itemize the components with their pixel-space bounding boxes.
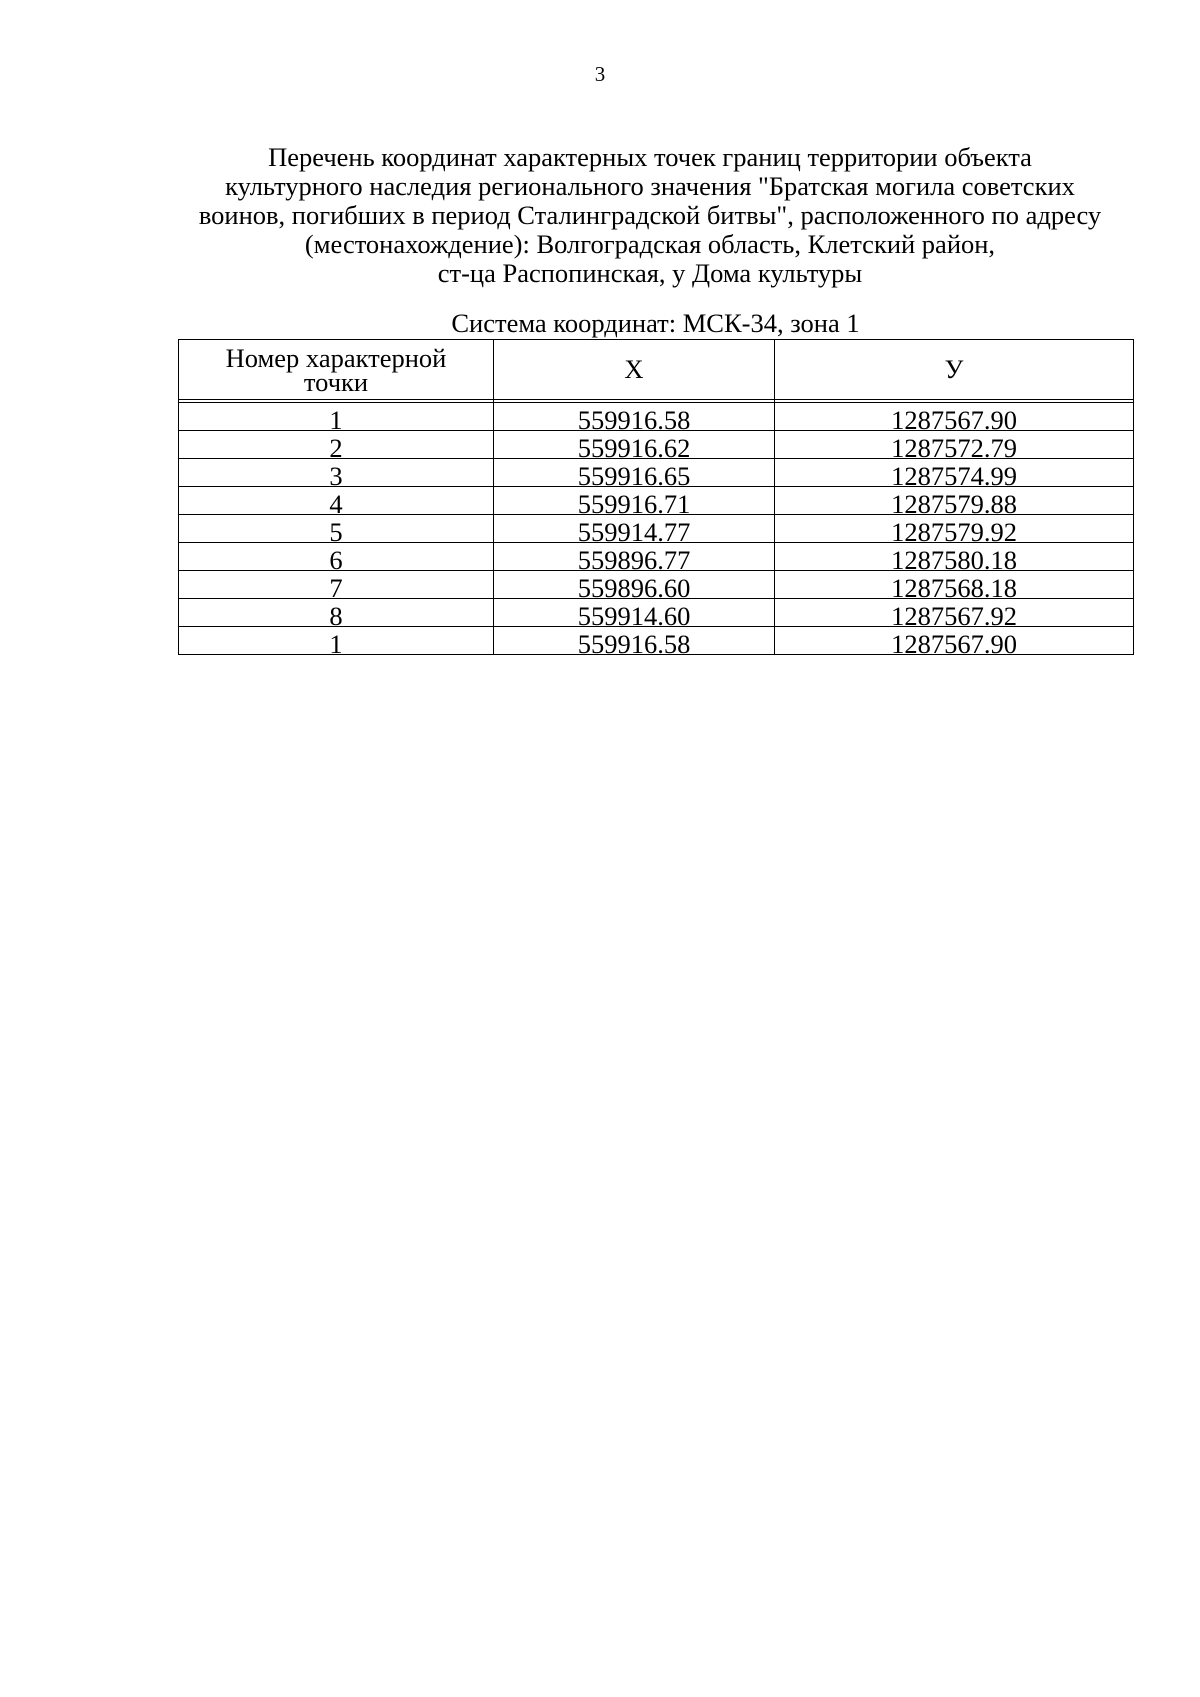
cell-x-text: 559896.77 bbox=[577, 545, 691, 571]
cell-point-number-text: 3 bbox=[329, 461, 343, 487]
cell-point-number bbox=[179, 459, 494, 487]
cell-x-text: 559914.77 bbox=[577, 517, 691, 543]
table-row bbox=[179, 431, 1134, 459]
cell-point-number-text: 7 bbox=[329, 573, 343, 599]
cell-y-text: 1287567.90 bbox=[891, 405, 1017, 431]
cell-y bbox=[775, 459, 1134, 487]
cell-point-number bbox=[179, 627, 494, 655]
cell-y bbox=[775, 599, 1134, 627]
cell-x-text: 559896.60 bbox=[577, 573, 691, 599]
cell-y bbox=[775, 627, 1134, 655]
table-row bbox=[179, 627, 1134, 655]
cell-y bbox=[775, 431, 1134, 459]
cell-x-text: 559916.65 bbox=[577, 461, 691, 487]
cell-y bbox=[775, 403, 1134, 431]
title-line: ст-ца Распопинская, у Дома культуры bbox=[437, 258, 863, 288]
table-header-row bbox=[179, 340, 1134, 400]
cell-y-text: 1287574.99 bbox=[891, 461, 1017, 487]
cell-x-text: 559914.60 bbox=[577, 601, 691, 627]
table-row bbox=[179, 571, 1134, 599]
cell-point-number-text: 6 bbox=[329, 545, 343, 571]
table-row bbox=[179, 515, 1134, 543]
cell-x bbox=[494, 543, 775, 571]
cell-y-text: 1287579.92 bbox=[891, 517, 1017, 543]
coordinate-system-caption: Система координат: МСК-34, зона 1 bbox=[451, 308, 860, 338]
cell-point-number bbox=[179, 543, 494, 571]
cell-y-text: 1287572.79 bbox=[891, 433, 1017, 459]
table-body bbox=[179, 400, 1134, 655]
cell-x-text: 559916.62 bbox=[577, 433, 691, 459]
cell-point-number bbox=[179, 571, 494, 599]
cell-x bbox=[494, 431, 775, 459]
cell-point-number bbox=[179, 403, 494, 431]
cell-point-number-text: 2 bbox=[329, 433, 343, 459]
cell-x-text: 559916.58 bbox=[577, 405, 691, 431]
header-y: У bbox=[775, 340, 1134, 400]
cell-y bbox=[775, 487, 1134, 515]
cell-y bbox=[775, 515, 1134, 543]
header-point-number: Номер характерной точки bbox=[179, 340, 494, 400]
cell-x bbox=[494, 487, 775, 515]
table-row bbox=[179, 459, 1134, 487]
cell-y-text: 1287567.90 bbox=[891, 629, 1017, 655]
title-line: Перечень координат характерных точек границ территории объекта bbox=[268, 142, 1032, 172]
coordinates-table bbox=[178, 339, 1134, 655]
cell-x bbox=[494, 515, 775, 543]
page-number: 3 bbox=[594, 62, 606, 86]
table-row bbox=[179, 543, 1134, 571]
cell-y bbox=[775, 571, 1134, 599]
cell-point-number-text: 4 bbox=[329, 489, 343, 515]
cell-x bbox=[494, 599, 775, 627]
cell-x bbox=[494, 627, 775, 655]
cell-x bbox=[494, 403, 775, 431]
cell-y-text: 1287568.18 bbox=[891, 573, 1017, 599]
cell-point-number bbox=[179, 515, 494, 543]
cell-y-text: 1287567.92 bbox=[891, 601, 1017, 627]
cell-point-number bbox=[179, 487, 494, 515]
cell-point-number-text: 8 bbox=[329, 601, 343, 627]
cell-point-number-text: 1 bbox=[329, 629, 343, 655]
table-row bbox=[179, 403, 1134, 431]
table-row bbox=[179, 599, 1134, 627]
cell-point-number-text: 1 bbox=[329, 405, 343, 431]
cell-x-text: 559916.71 bbox=[577, 489, 691, 515]
cell-y-text: 1287580.18 bbox=[891, 545, 1017, 571]
cell-x bbox=[494, 459, 775, 487]
title-line: культурного наследия регионального значения "Братская могила советских bbox=[225, 171, 1075, 201]
table-row bbox=[179, 487, 1134, 515]
cell-point-number-text: 5 bbox=[329, 517, 343, 543]
cell-y-text: 1287579.88 bbox=[891, 489, 1017, 515]
cell-point-number bbox=[179, 431, 494, 459]
title-line: воинов, погибших в период Сталинградской битвы", расположенного по адресу bbox=[198, 200, 1102, 230]
cell-x bbox=[494, 571, 775, 599]
cell-point-number bbox=[179, 599, 494, 627]
cell-x-text: 559916.58 bbox=[577, 629, 691, 655]
title-line: (местонахождение): Волгоградская область, Клетский район, bbox=[304, 229, 996, 259]
document-title bbox=[150, 143, 1150, 288]
cell-y bbox=[775, 543, 1134, 571]
header-x: X bbox=[494, 340, 775, 400]
